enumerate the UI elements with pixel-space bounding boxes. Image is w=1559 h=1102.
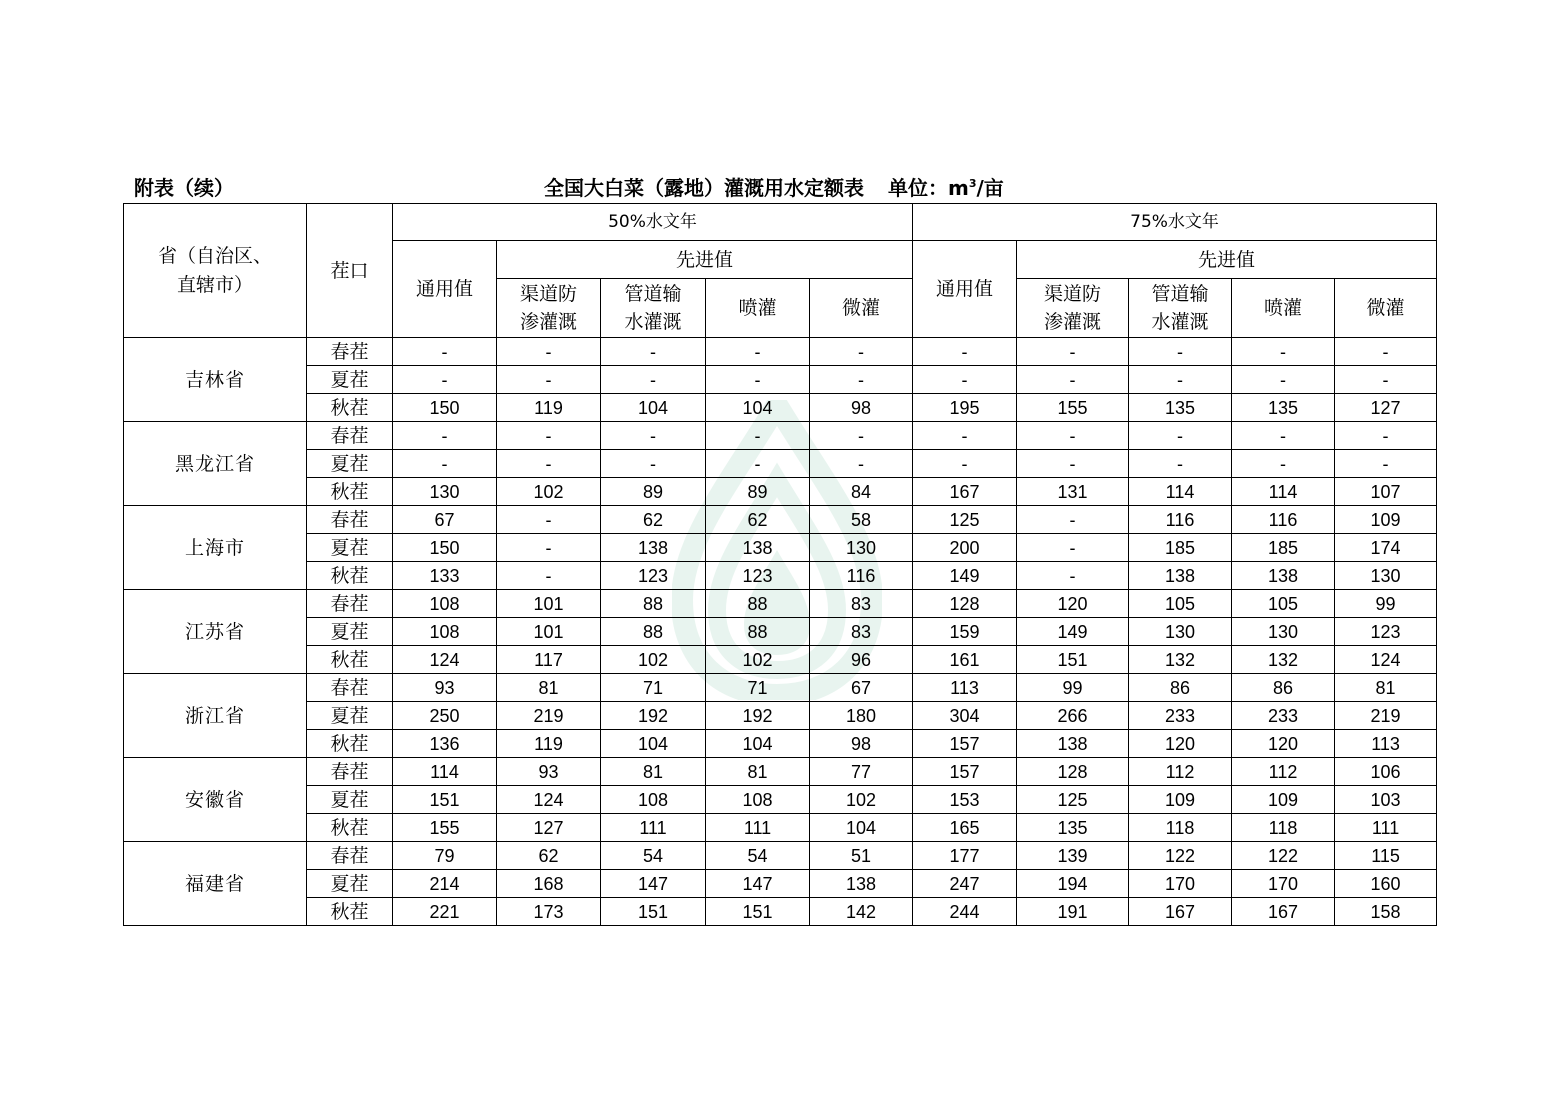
value-cell: 153: [913, 786, 1017, 814]
value-cell: 108: [393, 618, 497, 646]
value-cell: -: [497, 338, 601, 366]
crop-cell: 夏茬: [307, 786, 393, 814]
value-cell: 128: [1017, 758, 1129, 786]
table-row: [124, 394, 1437, 422]
col-header-province: [124, 204, 307, 338]
value-cell: 151: [393, 786, 497, 814]
method-micro-75: 微灌: [1335, 279, 1437, 338]
value-cell: 138: [1232, 562, 1335, 590]
value-cell: -: [913, 366, 1017, 394]
value-cell: -: [1017, 422, 1129, 450]
method-pipe-75: 管道输水灌溉: [1151, 283, 1209, 333]
value-cell: 124: [393, 646, 497, 674]
value-cell: 99: [1017, 674, 1129, 702]
value-cell: 151: [706, 898, 810, 926]
value-cell: -: [393, 422, 497, 450]
col-header-crop: 茬口: [307, 204, 393, 338]
value-cell: 111: [1335, 814, 1437, 842]
value-cell: 93: [497, 758, 601, 786]
value-cell: 125: [913, 506, 1017, 534]
value-cell: 135: [1129, 394, 1232, 422]
table-row: [124, 870, 1437, 898]
value-cell: 114: [393, 758, 497, 786]
value-cell: 71: [706, 674, 810, 702]
value-cell: -: [810, 338, 913, 366]
crop-cell: 春茬: [307, 338, 393, 366]
value-cell: 101: [497, 618, 601, 646]
value-cell: 102: [497, 478, 601, 506]
value-cell: 122: [1129, 842, 1232, 870]
value-cell: 131: [1017, 478, 1129, 506]
value-cell: -: [497, 506, 601, 534]
value-cell: 133: [393, 562, 497, 590]
value-cell: 194: [1017, 870, 1129, 898]
value-cell: -: [1129, 422, 1232, 450]
value-cell: 115: [1335, 842, 1437, 870]
value-cell: 106: [1335, 758, 1437, 786]
value-cell: -: [497, 422, 601, 450]
value-cell: 67: [810, 674, 913, 702]
value-cell: 157: [913, 730, 1017, 758]
value-cell: 86: [1232, 674, 1335, 702]
value-cell: 150: [393, 534, 497, 562]
value-cell: 185: [1232, 534, 1335, 562]
value-cell: 51: [810, 842, 913, 870]
value-cell: 102: [601, 646, 706, 674]
value-cell: 62: [497, 842, 601, 870]
value-cell: 195: [913, 394, 1017, 422]
crop-cell: 秋茬: [307, 394, 393, 422]
province-cell: 上海市: [124, 506, 307, 590]
table-row: [124, 702, 1437, 730]
value-cell: 83: [810, 590, 913, 618]
province-cell: 浙江省: [124, 674, 307, 758]
method-micro-50: 微灌: [810, 279, 913, 338]
method-canal-75: 渠道防渗灌溉: [1044, 283, 1102, 333]
value-cell: -: [810, 450, 913, 478]
col-header-method: [1129, 279, 1232, 338]
value-cell: 136: [393, 730, 497, 758]
col-header-method: [601, 279, 706, 338]
value-cell: 221: [393, 898, 497, 926]
value-cell: 109: [1129, 786, 1232, 814]
value-cell: 108: [601, 786, 706, 814]
value-cell: -: [1335, 422, 1437, 450]
value-cell: 114: [1232, 478, 1335, 506]
value-cell: 124: [497, 786, 601, 814]
value-cell: 167: [1232, 898, 1335, 926]
value-cell: 67: [393, 506, 497, 534]
unit-superscript: 3: [968, 177, 977, 190]
method-sprinkler-75: 喷灌: [1232, 279, 1335, 338]
value-cell: -: [497, 366, 601, 394]
value-cell: -: [1017, 562, 1129, 590]
value-cell: 89: [706, 478, 810, 506]
value-cell: 266: [1017, 702, 1129, 730]
crop-cell: 夏茬: [307, 618, 393, 646]
province-cell: 安徽省: [124, 758, 307, 842]
value-cell: 89: [601, 478, 706, 506]
province-cell: 江苏省: [124, 590, 307, 674]
value-cell: 112: [1232, 758, 1335, 786]
value-cell: 112: [1129, 758, 1232, 786]
value-cell: 304: [913, 702, 1017, 730]
value-cell: 54: [601, 842, 706, 870]
table-row: [124, 506, 1437, 534]
table-row: [124, 590, 1437, 618]
value-cell: 139: [1017, 842, 1129, 870]
value-cell: 102: [706, 646, 810, 674]
value-cell: 233: [1129, 702, 1232, 730]
table-row: [124, 898, 1437, 926]
col-header-method: [497, 279, 601, 338]
value-cell: 116: [810, 562, 913, 590]
value-cell: 151: [601, 898, 706, 926]
irrigation-quota-table: [123, 203, 1437, 926]
value-cell: 88: [601, 590, 706, 618]
crop-cell: 春茬: [307, 590, 393, 618]
value-cell: 233: [1232, 702, 1335, 730]
value-cell: 165: [913, 814, 1017, 842]
value-cell: 192: [601, 702, 706, 730]
province-cell: 福建省: [124, 842, 307, 926]
value-cell: 120: [1017, 590, 1129, 618]
value-cell: 167: [1129, 898, 1232, 926]
value-cell: 102: [810, 786, 913, 814]
crop-cell: 夏茬: [307, 702, 393, 730]
value-cell: 244: [913, 898, 1017, 926]
value-cell: 147: [706, 870, 810, 898]
value-cell: 111: [601, 814, 706, 842]
value-cell: 103: [1335, 786, 1437, 814]
value-cell: -: [601, 338, 706, 366]
value-cell: 113: [913, 674, 1017, 702]
value-cell: 128: [913, 590, 1017, 618]
table-row: [124, 338, 1437, 366]
value-cell: -: [706, 422, 810, 450]
table-row: [124, 618, 1437, 646]
value-cell: 127: [1335, 394, 1437, 422]
value-cell: 101: [497, 590, 601, 618]
value-cell: -: [1129, 338, 1232, 366]
value-cell: 138: [810, 870, 913, 898]
crop-cell: 春茬: [307, 842, 393, 870]
value-cell: 81: [1335, 674, 1437, 702]
crop-cell: 夏茬: [307, 534, 393, 562]
col-header-general-75: 通用值: [913, 241, 1017, 338]
value-cell: 114: [1129, 478, 1232, 506]
table-row: [124, 730, 1437, 758]
value-cell: -: [601, 366, 706, 394]
crop-cell: 春茬: [307, 758, 393, 786]
value-cell: 135: [1017, 814, 1129, 842]
province-cell: 吉林省: [124, 338, 307, 422]
value-cell: 88: [706, 618, 810, 646]
table-row: [124, 478, 1437, 506]
value-cell: 79: [393, 842, 497, 870]
value-cell: 151: [1017, 646, 1129, 674]
table-row: [124, 842, 1437, 870]
value-cell: 104: [601, 394, 706, 422]
col-header-advanced-75: 先进值: [1017, 241, 1437, 279]
value-cell: 113: [1335, 730, 1437, 758]
appendix-label: 附表（续）: [134, 176, 234, 200]
value-cell: 122: [1232, 842, 1335, 870]
value-cell: -: [1017, 338, 1129, 366]
value-cell: 123: [706, 562, 810, 590]
col-header-advanced-50: 先进值: [497, 241, 913, 279]
col-header-province-text: 省（自治区、直辖市）: [157, 244, 272, 296]
value-cell: -: [1017, 534, 1129, 562]
value-cell: -: [706, 338, 810, 366]
crop-cell: 秋茬: [307, 730, 393, 758]
method-canal-50: 渠道防渗灌溉: [519, 283, 577, 333]
crop-cell: 秋茬: [307, 646, 393, 674]
value-cell: 155: [393, 814, 497, 842]
value-cell: 168: [497, 870, 601, 898]
value-cell: -: [601, 450, 706, 478]
table-title: [544, 172, 1004, 201]
value-cell: 135: [1232, 394, 1335, 422]
value-cell: 170: [1129, 870, 1232, 898]
value-cell: 58: [810, 506, 913, 534]
value-cell: -: [1335, 450, 1437, 478]
value-cell: 185: [1129, 534, 1232, 562]
value-cell: 62: [706, 506, 810, 534]
value-cell: 180: [810, 702, 913, 730]
value-cell: 108: [706, 786, 810, 814]
value-cell: 174: [1335, 534, 1437, 562]
value-cell: 155: [1017, 394, 1129, 422]
value-cell: -: [1335, 366, 1437, 394]
table-body: [124, 338, 1437, 926]
value-cell: -: [1017, 366, 1129, 394]
value-cell: 138: [706, 534, 810, 562]
value-cell: -: [706, 450, 810, 478]
value-cell: -: [810, 422, 913, 450]
value-cell: 149: [1017, 618, 1129, 646]
method-pipe-50: 管道输水灌溉: [624, 283, 682, 333]
value-cell: 130: [1335, 562, 1437, 590]
value-cell: -: [913, 422, 1017, 450]
unit-tail: /亩: [976, 176, 1004, 200]
value-cell: 109: [1335, 506, 1437, 534]
value-cell: 86: [1129, 674, 1232, 702]
value-cell: -: [1232, 366, 1335, 394]
crop-cell: 春茬: [307, 506, 393, 534]
value-cell: 107: [1335, 478, 1437, 506]
value-cell: 81: [497, 674, 601, 702]
value-cell: 214: [393, 870, 497, 898]
value-cell: 138: [1017, 730, 1129, 758]
value-cell: 120: [1232, 730, 1335, 758]
value-cell: 142: [810, 898, 913, 926]
value-cell: 104: [706, 730, 810, 758]
value-cell: 104: [601, 730, 706, 758]
crop-cell: 春茬: [307, 674, 393, 702]
table-row: [124, 674, 1437, 702]
value-cell: 149: [913, 562, 1017, 590]
value-cell: 118: [1232, 814, 1335, 842]
value-cell: 119: [497, 394, 601, 422]
value-cell: 108: [393, 590, 497, 618]
value-cell: -: [913, 338, 1017, 366]
title-row: [124, 170, 1436, 200]
value-cell: 170: [1232, 870, 1335, 898]
value-cell: 104: [810, 814, 913, 842]
value-cell: 130: [393, 478, 497, 506]
value-cell: -: [810, 366, 913, 394]
value-cell: -: [1017, 506, 1129, 534]
table-row: [124, 814, 1437, 842]
unit-label: 单位：m: [888, 176, 969, 200]
value-cell: 150: [393, 394, 497, 422]
value-cell: 99: [1335, 590, 1437, 618]
value-cell: 161: [913, 646, 1017, 674]
value-cell: 247: [913, 870, 1017, 898]
value-cell: 132: [1129, 646, 1232, 674]
value-cell: 125: [1017, 786, 1129, 814]
value-cell: -: [1335, 338, 1437, 366]
value-cell: 77: [810, 758, 913, 786]
table-row: [124, 786, 1437, 814]
province-cell: 黑龙江省: [124, 422, 307, 506]
value-cell: 219: [1335, 702, 1437, 730]
crop-cell: 夏茬: [307, 870, 393, 898]
table-row: [124, 450, 1437, 478]
col-header-75pct-year: 75%水文年: [913, 204, 1437, 241]
table-row: [124, 562, 1437, 590]
value-cell: 167: [913, 478, 1017, 506]
value-cell: -: [601, 422, 706, 450]
col-header-method: [1017, 279, 1129, 338]
value-cell: 191: [1017, 898, 1129, 926]
value-cell: 81: [706, 758, 810, 786]
value-cell: 250: [393, 702, 497, 730]
value-cell: 200: [913, 534, 1017, 562]
value-cell: 132: [1232, 646, 1335, 674]
value-cell: 120: [1129, 730, 1232, 758]
crop-cell: 夏茬: [307, 450, 393, 478]
value-cell: -: [1017, 450, 1129, 478]
value-cell: -: [1232, 450, 1335, 478]
value-cell: 71: [601, 674, 706, 702]
crop-cell: 夏茬: [307, 366, 393, 394]
table-row: [124, 366, 1437, 394]
value-cell: 109: [1232, 786, 1335, 814]
crop-cell: 秋茬: [307, 478, 393, 506]
value-cell: -: [497, 450, 601, 478]
value-cell: 173: [497, 898, 601, 926]
value-cell: 123: [601, 562, 706, 590]
value-cell: 138: [601, 534, 706, 562]
table-row: [124, 422, 1437, 450]
value-cell: -: [1232, 422, 1335, 450]
value-cell: 83: [810, 618, 913, 646]
value-cell: -: [1129, 450, 1232, 478]
value-cell: 104: [706, 394, 810, 422]
value-cell: 117: [497, 646, 601, 674]
value-cell: 116: [1232, 506, 1335, 534]
value-cell: -: [393, 338, 497, 366]
value-cell: 219: [497, 702, 601, 730]
value-cell: 159: [913, 618, 1017, 646]
value-cell: 105: [1232, 590, 1335, 618]
value-cell: 192: [706, 702, 810, 730]
col-header-general-50: 通用值: [393, 241, 497, 338]
value-cell: -: [1129, 366, 1232, 394]
value-cell: -: [393, 366, 497, 394]
value-cell: 177: [913, 842, 1017, 870]
value-cell: 84: [810, 478, 913, 506]
value-cell: 116: [1129, 506, 1232, 534]
value-cell: 157: [913, 758, 1017, 786]
crop-cell: 秋茬: [307, 898, 393, 926]
value-cell: 118: [1129, 814, 1232, 842]
value-cell: 98: [810, 394, 913, 422]
value-cell: -: [913, 450, 1017, 478]
table-row: [124, 646, 1437, 674]
value-cell: 105: [1129, 590, 1232, 618]
value-cell: 54: [706, 842, 810, 870]
value-cell: -: [706, 366, 810, 394]
value-cell: 88: [601, 618, 706, 646]
crop-cell: 春茬: [307, 422, 393, 450]
value-cell: -: [1232, 338, 1335, 366]
value-cell: 138: [1129, 562, 1232, 590]
crop-cell: 秋茬: [307, 562, 393, 590]
table-title-text: 全国大白菜（露地）灌溉用水定额表: [544, 176, 864, 200]
value-cell: -: [497, 562, 601, 590]
table-row: [124, 534, 1437, 562]
value-cell: 123: [1335, 618, 1437, 646]
value-cell: 98: [810, 730, 913, 758]
value-cell: 111: [706, 814, 810, 842]
value-cell: 93: [393, 674, 497, 702]
value-cell: 124: [1335, 646, 1437, 674]
value-cell: 119: [497, 730, 601, 758]
table-row: [124, 758, 1437, 786]
value-cell: 62: [601, 506, 706, 534]
value-cell: 96: [810, 646, 913, 674]
value-cell: 158: [1335, 898, 1437, 926]
value-cell: -: [393, 450, 497, 478]
method-sprinkler-50: 喷灌: [706, 279, 810, 338]
value-cell: 160: [1335, 870, 1437, 898]
value-cell: 130: [1232, 618, 1335, 646]
crop-cell: 秋茬: [307, 814, 393, 842]
value-cell: 127: [497, 814, 601, 842]
value-cell: 130: [810, 534, 913, 562]
value-cell: 147: [601, 870, 706, 898]
value-cell: 81: [601, 758, 706, 786]
value-cell: 88: [706, 590, 810, 618]
value-cell: -: [497, 534, 601, 562]
value-cell: 130: [1129, 618, 1232, 646]
col-header-50pct-year: 50%水文年: [393, 204, 913, 241]
